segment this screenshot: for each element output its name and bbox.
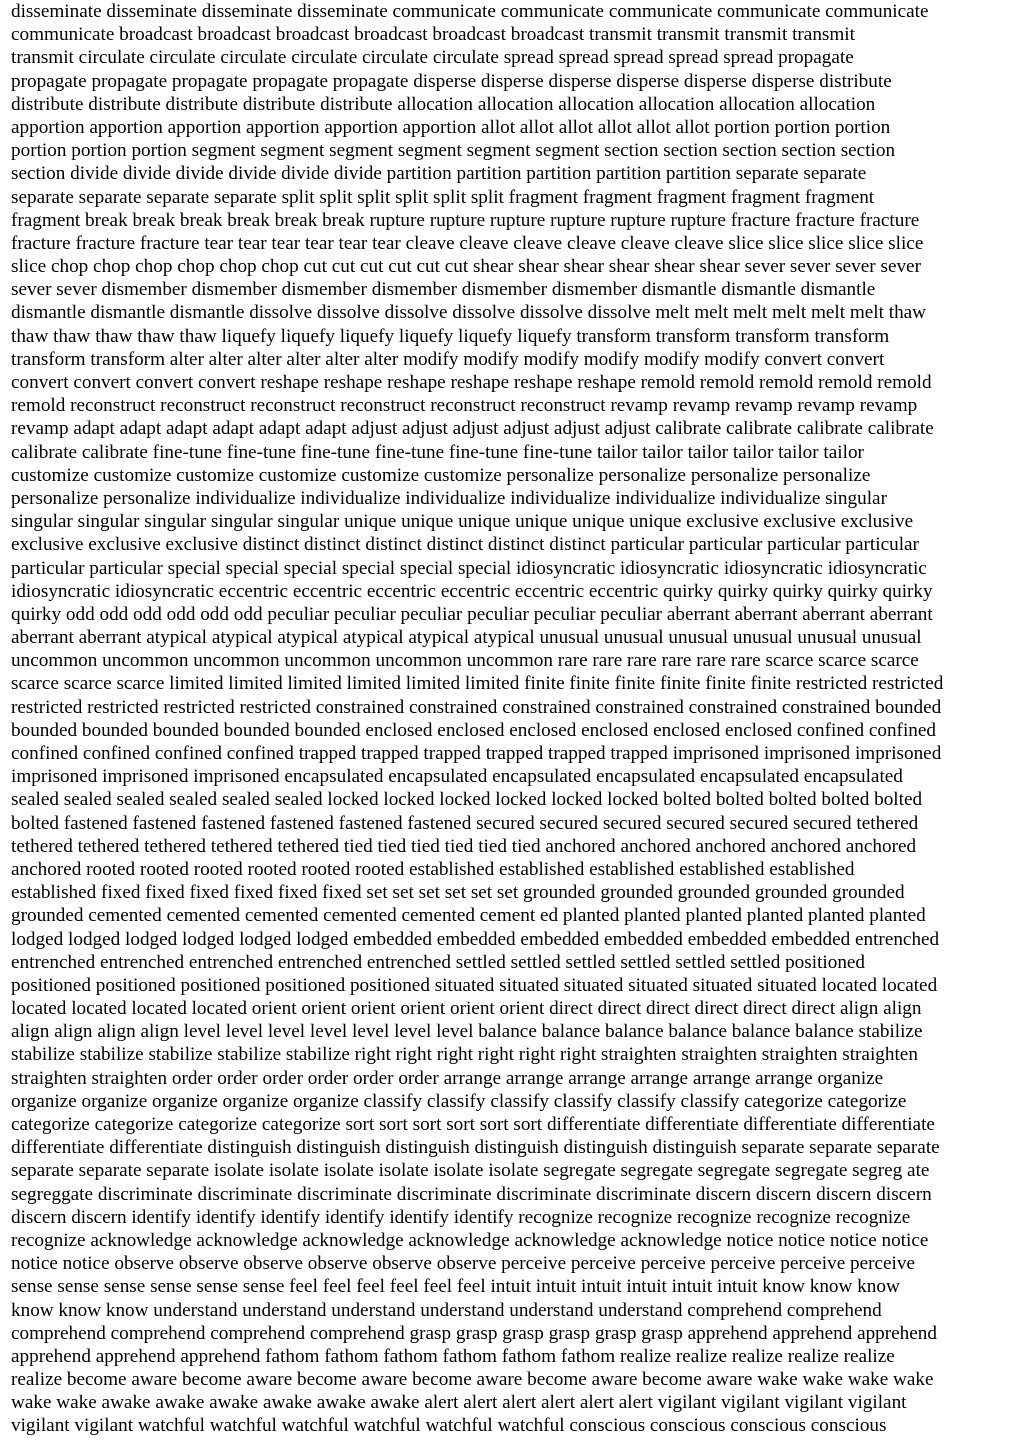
text-line: wake wake awake awake awake awake awake awake alert alert alert alert alert alert vigilant vigilant vigilant vigilant — [11, 1392, 907, 1414]
text-line: apportion apportion apportion apportion apportion apportion allot allot allot allot allot allot portion portion portion — [11, 116, 891, 138]
text-line: dismantle dismantle dismantle dissolve dissolve dissolve dissolve dissolve dissolve melt melt melt melt melt melt thaw — [11, 302, 927, 324]
text-line: customize customize customize customize customize customize personalize personalize personalize personalize — [11, 464, 871, 486]
text-line: discern discern identify identify identify identify identify identify recognize recognize recognize recognize recognize — [11, 1206, 911, 1228]
text-line: restricted restricted restricted restricted constrained constrained constrained constrained constrained constrained bounded — [11, 696, 942, 718]
text-line: confined confined confined confined trapped trapped trapped trapped trapped trapped imprisoned imprisoned imprisoned — [11, 743, 942, 764]
text-line: thaw thaw thaw thaw thaw liquefy liquefy liquefy liquefy liquefy liquefy transform transform transform transform — [11, 325, 890, 347]
text-line: remold reconstruct reconstruct reconstruct reconstruct reconstruct reconstruct revamp revamp revamp revamp revamp — [11, 395, 918, 417]
text-line: anchored rooted rooted rooted rooted rooted rooted established established established established established — [11, 858, 855, 880]
text-line: comprehend comprehend comprehend comprehend grasp grasp grasp grasp grasp grasp apprehend apprehend apprehend — [11, 1322, 937, 1344]
text-line: sense sense sense sense sense sense feel feel feel feel feel feel intuit intuit intuit intuit intuit intuit know know know — [11, 1276, 900, 1298]
text-line: slice chop chop chop chop chop chop cut cut cut cut cut cut shear shear shear shear shear shear sever sever sever sever — [11, 256, 921, 278]
text-line: convert convert convert convert reshape reshape reshape reshape reshape reshape remold remold remold remold remold — [11, 372, 932, 393]
text-line: transmit circulate circulate circulate circulate circulate circulate spread spread spread spread spread propagate — [11, 47, 854, 69]
text-line: established fixed fixed fixed fixed fixed fixed set set set set set set grounded grounded grounded grounded grounded — [11, 882, 905, 904]
text-line: bolted fastened fastened fastened fastened fastened fastened secured secured secured secured secured secured tethered — [11, 812, 919, 834]
text-line: propagate propagate propagate propagate propagate disperse disperse disperse disperse disperse disperse distribute — [11, 70, 892, 92]
text-line: exclusive exclusive exclusive distinct distinct distinct distinct distinct distinct particular particular particular particular — [11, 534, 919, 556]
text-line: singular singular singular singular singular unique unique unique unique unique unique exclusive exclusive exclusive — [11, 511, 914, 533]
text-line: quirky odd odd odd odd odd odd peculiar peculiar peculiar peculiar peculiar peculiar aberrant aberrant aberrant aberrant — [11, 603, 933, 625]
text-line: straighten straighten order order order order order order arrange arrange arrange arrange arrange arrange organize — [11, 1067, 884, 1089]
text-line: particular particular special special special special special special idiosyncratic idiosyncratic idiosyncratic idiosyncratic — [11, 557, 927, 579]
text-line: fragment break break break break break break rupture rupture rupture rupture rupture rupture fracture fracture fracture — [11, 209, 920, 231]
text-line: realize become aware become aware become aware become aware become aware become aware wake wake wake wake — [11, 1369, 934, 1391]
text-line: align align align align level level level level level level level balance balance balance balance balance balance stabilize — [11, 1021, 923, 1043]
word-list-text — [11, 0, 1021, 1438]
text-line: scarce scarce scarce limited limited limited limited limited limited finite finite finite finite finite finite restricted restricted — [11, 673, 944, 695]
text-line: sever sever dismember dismember dismember dismember dismember dismember dismantle dismantle dismantle — [11, 279, 876, 301]
text-line: located located located located orient orient orient orient orient orient direct direct direct direct direct direct align align — [11, 998, 922, 1020]
text-line: fracture fracture fracture tear tear tear tear tear tear cleave cleave cleave cleave cleave cleave slice slice slice slice slice — [11, 232, 924, 254]
text-line: apprehend apprehend apprehend fathom fathom fathom fathom fathom fathom realize realize realize realize realize — [11, 1345, 895, 1367]
text-line: idiosyncratic idiosyncratic eccentric eccentric eccentric eccentric eccentric eccentric quirky quirky quirky quirky quirky — [11, 580, 933, 602]
text-line: imprisoned imprisoned imprisoned encapsulated encapsulated encapsulated encapsulated encapsulated encapsulated — [11, 766, 903, 788]
text-line: recognize acknowledge acknowledge acknowledge acknowledge acknowledge acknowledge notice notice notice notice — [11, 1229, 929, 1251]
text-line: sealed sealed sealed sealed sealed sealed locked locked locked locked locked locked bolted bolted bolted bolted bolted — [11, 789, 923, 811]
text-line: calibrate calibrate fine-tune fine-tune fine-tune fine-tune fine-tune fine-tune tailor tailor tailor tailor tailor tailor — [11, 441, 864, 463]
text-line: communicate broadcast broadcast broadcast broadcast broadcast broadcast transmit transmit transmit transmit — [11, 24, 855, 46]
text-line: know know know understand understand understand understand understand understand comprehend comprehend — [11, 1299, 882, 1321]
text-line: segreggate discriminate discriminate discriminate discriminate discriminate discriminate discern discern discern discern — [11, 1183, 932, 1205]
text-line: uncommon uncommon uncommon uncommon uncommon uncommon rare rare rare rare rare rare scarce scarce scarce — [11, 650, 919, 672]
text-line: grounded cemented cemented cemented cemented cemented cement ed planted planted planted planted planted planted — [11, 905, 926, 927]
text-line: entrenched entrenched entrenched entrenched entrenched settled settled settled settled settled settled positioned — [11, 951, 866, 973]
text-line: aberrant aberrant atypical atypical atypical atypical atypical atypical unusual unusual unusual unusual unusual unusual — [11, 627, 922, 649]
text-line: differentiate differentiate distinguish distinguish distinguish distinguish distinguish distinguish separate separate separate — [11, 1137, 940, 1159]
text-line: disseminate disseminate disseminate disseminate communicate communicate communicate communicate communicate — [11, 1, 929, 22]
text-line: bounded bounded bounded bounded bounded enclosed enclosed enclosed enclosed enclosed enclosed confined confined — [11, 719, 936, 741]
text-line: personalize personalize individualize individualize individualize individualize individualize individualize singular — [11, 487, 887, 509]
text-line: notice notice observe observe observe observe observe observe perceive perceive perceive perceive perceive perceive — [11, 1253, 915, 1275]
text-line: organize organize organize organize organize classify classify classify classify classify classify categorize categorize — [11, 1090, 907, 1112]
text-line: section divide divide divide divide divide divide partition partition partition partition partition separate separate — [11, 163, 867, 185]
text-line: positioned positioned positioned positioned positioned situated situated situated situated situated situated located located — [11, 974, 938, 996]
text-line: tethered tethered tethered tethered tethered tied tied tied tied tied tied anchored anchored anchored anchored anchored — [11, 835, 917, 857]
text-line: lodged lodged lodged lodged lodged lodged embedded embedded embedded embedded embedded embedded entrenched — [11, 928, 940, 950]
text-line: separate separate separate isolate isolate isolate isolate isolate isolate segregate segregate segregate segregate segreg ate — [11, 1160, 930, 1182]
text-line: revamp adapt adapt adapt adapt adapt adapt adjust adjust adjust adjust adjust adjust calibrate calibrate calibrate calibrate — [11, 418, 934, 440]
text-line: separate separate separate separate split split split split split split fragment fragment fragment fragment fragment — [11, 186, 875, 208]
text-line: portion portion portion segment segment segment segment segment segment section section section section section — [11, 140, 896, 162]
text-line: distribute distribute distribute distribute distribute allocation allocation allocation allocation allocation allocation — [11, 93, 876, 115]
text-line: stabilize stabilize stabilize stabilize stabilize right right right right right right straighten straighten straighten straighten — [11, 1044, 918, 1066]
text-line: transform transform alter alter alter alter alter alter modify modify modify modify modify modify convert convert — [11, 348, 885, 370]
text-line: categorize categorize categorize categorize sort sort sort sort sort sort differentiate differentiate differentiate differentiate — [11, 1114, 935, 1135]
text-line: vigilant vigilant watchful watchful watchful watchful watchful watchful conscious conscious conscious conscious — [11, 1415, 887, 1437]
